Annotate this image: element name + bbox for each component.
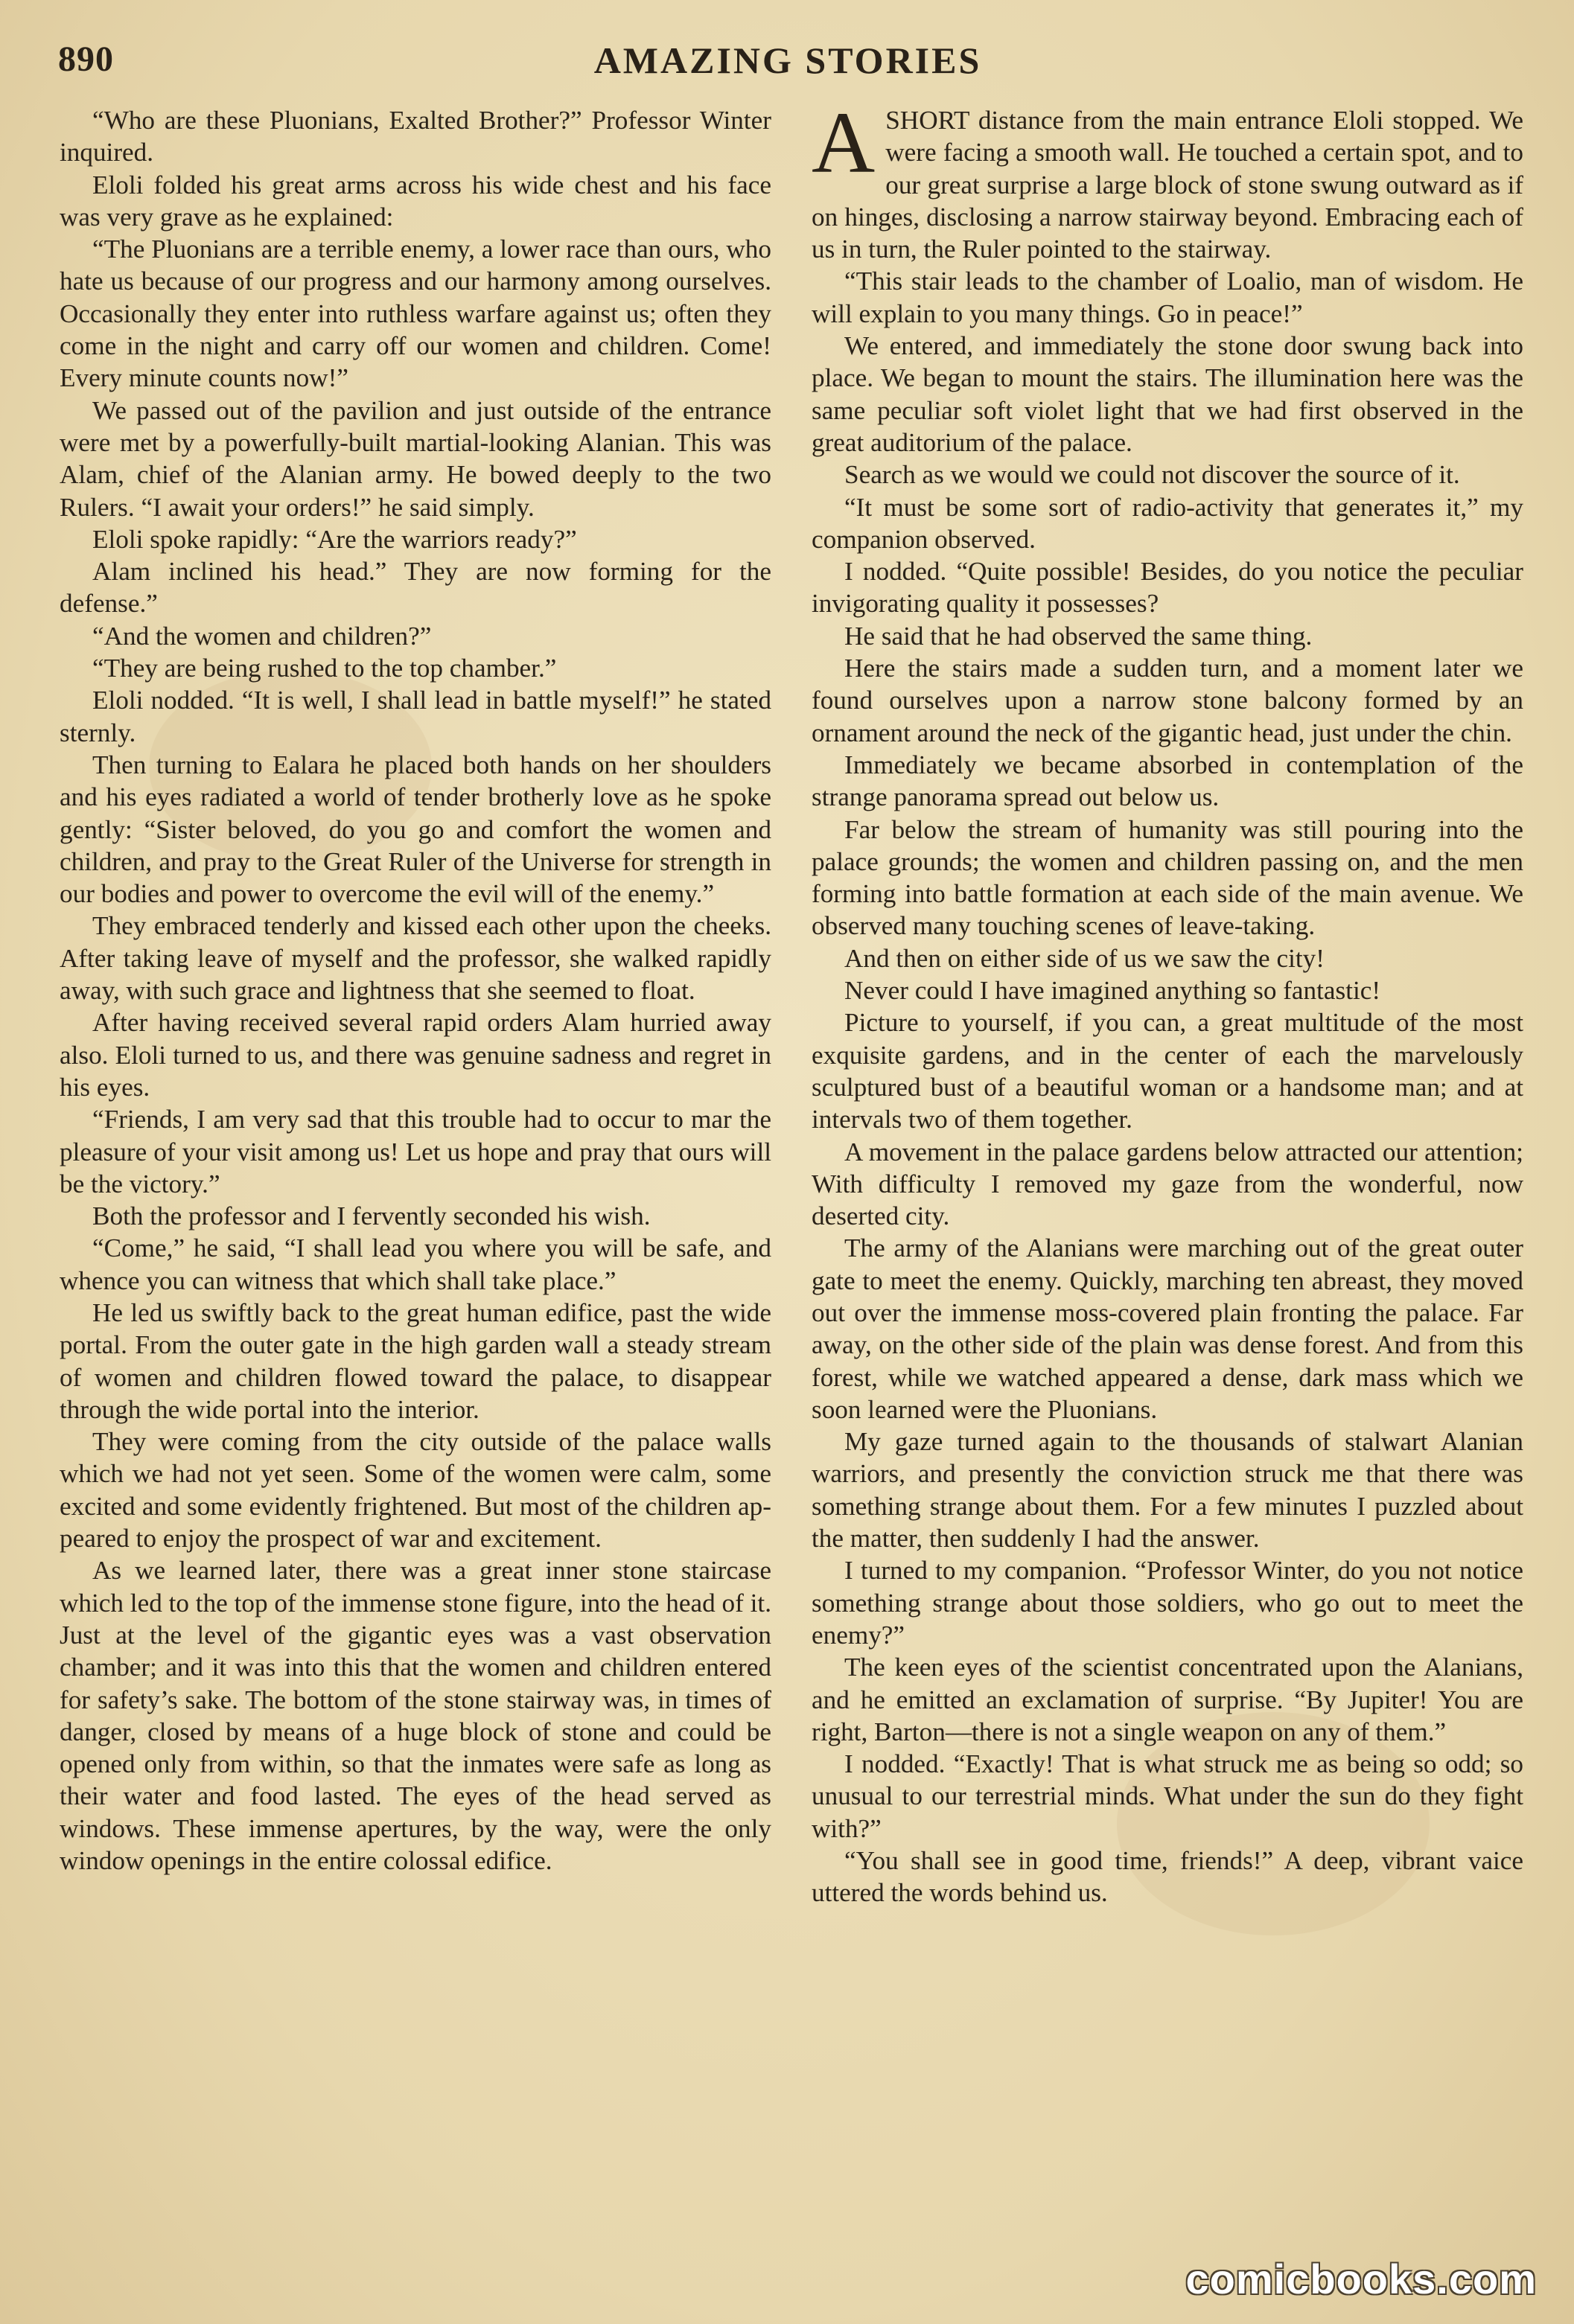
paragraph: Search as we would we could not discover the source of it.	[844, 460, 1460, 490]
left-column	[60, 104, 771, 1877]
paragraph: Alam inclined his head.” They are now forming for the defense.”	[60, 557, 771, 619]
paragraph: “You shall see in good time, friends!” A deep, vibrant vaice uttered the words behind us.	[812, 1846, 1523, 1908]
paragraph: Here the stairs made a sudden turn, and a moment later we found ourselves upon a narrow stone balcony formed by an ornament around the neck of the gigantic head, just under the chin.	[812, 654, 1523, 747]
right-column	[812, 94, 1523, 1909]
paragraph: And then on either side of us we saw the city!	[844, 943, 1325, 973]
paragraph: They embraced tenderly and kissed each other upon the cheeks. After taking leave of myself and the professor, she walked rapidly away, with such grace and lightness that she seemed to float.	[60, 911, 771, 1006]
drop-cap: A	[812, 94, 876, 191]
paragraph: “This stair leads to the chamber of Loalio, man of wisdom. He will explain to you many things. Go in peace!”	[812, 266, 1523, 328]
paragraph: “It must be some sort of radio-activity that generates it,” my companion observed.	[812, 492, 1523, 554]
paragraph: After having received several rapid orders Alam hurried away also. Eloli turned to us, and there was genuine sadness and regret in his eyes.	[60, 1008, 771, 1102]
paragraph: A movement in the palace gardens below attracted our attention; With difficulty I removed my gaze from the wonderful, now deserted city.	[812, 1137, 1523, 1231]
paragraph: I nodded. “Quite possible! Besides, do you notice the peculiar invigorating quality it possesses?	[812, 557, 1523, 619]
paragraph: Then turning to Ealara he placed both hands on her shoulders and his eyes radiated a world of tender brotherly love as he spoke gently: “Sister beloved, do you go and comfort the women and children, and pray to the Great Ruler of the Universe for strength in our bodies and power to overcome the evil will of the enemy.”	[60, 750, 771, 909]
paragraph: I turned to my companion. “Professor Winter, do you not notice something strange about those soldiers, who go out to meet the enemy?”	[812, 1556, 1523, 1650]
opening-paragraph	[812, 94, 1523, 265]
paragraph: “Friends, I am very sad that this trouble had to occur to mar the pleasure of your visit among us! Let us hope and pray that ours will be the victory.”	[60, 1105, 771, 1198]
paragraph: Eloli nodded. “It is well, I shall lead in battle myself!” he stated sternly.	[60, 686, 771, 747]
paragraph: Both the professor and I fervently seconded his wish.	[92, 1201, 651, 1231]
watermark-logo: comicbooks.com	[1185, 2256, 1537, 2302]
paragraph: “The Pluonians are a terrible enemy, a lower race than ours, who hate us because of our progress and our harmony among ourselves. Occasionally they enter into ruthless warfare against us; often they come in the night and carry off our women and children. Come! Every minute counts now!”	[60, 234, 771, 393]
paragraph: He said that he had observed the same thing.	[844, 621, 1313, 651]
opening-paragraph-text: SHORT distance from the main entrance Eloli stopped. We were facing a smooth wall. He touched a certain spot, and to our great surprise a large block of stone swung outward as if on hinges, disclosing a narrow stairway beyond. Embracing each of us in turn, the Ruler pointed to the stairway.	[812, 106, 1523, 264]
page-header	[58, 39, 1517, 91]
paragraph: The keen eyes of the scientist concentrated upon the Alanians, and he emitted an exclamation of surprise. “By Jupiter! You are right, Barton—there is not a single weapon on any of them.”	[812, 1653, 1523, 1746]
paragraph: We passed out of the pavilion and just outside of the entrance were met by a powerfully-built martial-looking Alanian. This was Alam, chief of the Alanian army. He bowed deeply to the two Rulers. “I await your orders!” he said simply.	[60, 395, 771, 522]
paragraph: My gaze turned again to the thousands of stalwart Alanian warriors, and presently the conviction struck me that there was something strange about them. For a few minutes I puzzled about the matter, then suddenly I had the answer.	[812, 1427, 1523, 1554]
paragraph: Immediately we became absorbed in contemplation of the strange panorama spread out below us.	[812, 750, 1523, 812]
paragraph: “Who are these Pluonians, Exalted Brother?” Professor Winter inquired.	[60, 106, 771, 167]
paragraph: I nodded. “Exactly! That is what struck me as being so odd; so unusual to our terrestrial minds. What under the sun do they fight with?”	[812, 1749, 1523, 1843]
paragraph: Never could I have imagined anything so fantastic!	[844, 976, 1381, 1006]
paragraph: Eloli folded his great arms across his wide chest and his face was very grave as he explained:	[60, 170, 771, 232]
running-title: AMAZING STORIES	[593, 39, 982, 81]
paragraph: The army of the Alanians were marching out of the great outer gate to meet the enemy. Quickly, marching ten abreast, they moved out over the immense moss-covered plain fronting the palace. Far away, on the other side of the plain was dense forest. And from this forest, while we watched appeared a dense, dark mass which we soon learned were the Pluonians.	[812, 1233, 1523, 1424]
paragraph: Eloli spoke rapidly: “Are the warriors ready?”	[92, 524, 577, 554]
paragraph: They were coming from the city outside of the palace walls which we had not yet seen. Some of the women were calm, some excited and some evidently frightened. But most of the children appeared to enjoy the prospect of war and excitement.	[60, 1427, 771, 1554]
paragraph: “And the women and children?”	[92, 621, 432, 651]
paragraph: As we learned later, there was a great inner stone staircase which led to the top of the immense stone figure, into the head of it. Just at the level of the gigantic eyes was a vast observation chamber; and it was into this that the women and children entered for safety’s sake. The bottom of the stone stairway was, in times of danger, closed by means of a huge block of stone and could be opened only from within, so that the inmates were safe as long as their water and food lasted. The eyes of the head served as windows. These immense apertures, by the way, were the only window openings in the entire colossal edifice.	[60, 1556, 771, 1876]
paragraph: Far below the stream of humanity was still pouring into the palace grounds; the women and children passing on, and the men forming into battle formation at each side of the main avenue. We observed many touching scenes of leave-taking.	[812, 814, 1523, 941]
paragraph: “They are being rushed to the top chamber.”	[92, 654, 557, 683]
paragraph: Picture to yourself, if you can, a great multitude of the most exquisite gardens, and in the center of each the marvelously sculptured bust of a beautiful woman or a handsome man; and at intervals two of them together.	[812, 1008, 1523, 1134]
paragraph: We entered, and immediately the stone door swung back into place. We began to mount the stairs. The illumination here was the same peculiar soft violet light that we had first observed in the great auditorium of the palace.	[812, 331, 1523, 457]
paragraph: He led us swiftly back to the great human edifice, past the wide portal. From the outer gate in the high garden wall a steady stream of women and children flowed toward the palace, to disappear through the wide portal into the interior.	[60, 1297, 771, 1424]
paragraph: “Come,” he said, “I shall lead you where you will be safe, and whence you can witness that which shall take place.”	[60, 1233, 771, 1295]
page-number: 890	[58, 39, 114, 79]
